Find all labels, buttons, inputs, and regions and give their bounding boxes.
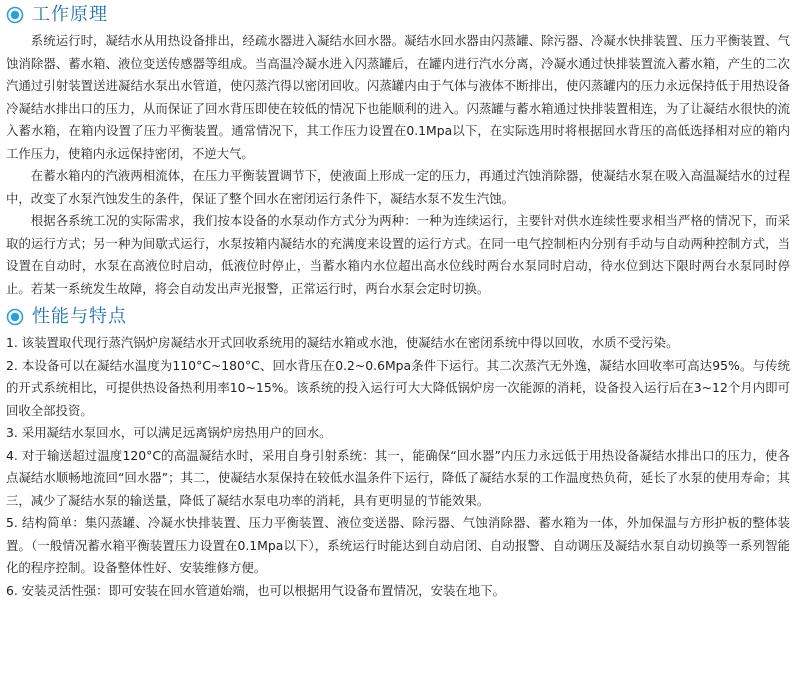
principle-paragraph: 系统运行时，凝结水从用热设备排出，经疏水器进入凝结水回水器。凝结水回水器由闪蒸罐、除污器、冷凝水快排装置、压力平衡装置、气蚀消除器、蓄水箱、液位变送传感器等组成。当高温冷凝水进入闪蒸罐后，在罐内进行汽水分离，冷凝水通过快排装置流入蓄水箱，产生的二次汽通过引射装置送进凝结水泵出水管道，使闪蒸汽得以密闭回收。闪蒸罐内由于气体与液体不断排出，使闪蒸罐内的压力永远保持低于用热设备冷凝结水排出口的压力，从而保证了回水背压即使在较低的情况下也能顺利的进入。闪蒸罐与蓄水箱通过快排装置相连，为了让凝结水很快的流入蓄水箱，在箱内设置了压力平衡装置。通常情况下，其工作压力设置在0.1Mpa以下，在实际选用时将根据回水背压的高低选择相对应的箱内工作压力，使箱内永远保持密闭，不逆大气。 (6, 33, 790, 161)
principle-paragraph: 根据各系统工况的实际需求，我们按本设备的水泵动作方式分为两种：一种为连续运行，主要针对供水连续性要求相当严格的情况下，而采取的运行方式；另一种为间歇式运行，水泵按箱内凝结水的充满度来设置的运行方式。在同一电气控制柜内分别有手动与自动两种控制方式，当设置在自动时，水泵在高液位时启动，低液位时停止，当蓄水箱内水位超出高水位线时两台水泵同时启动，待水位到达下限时两台水泵同时停止。若某一系统发生故障，将会自动发出声光报警，正常运行时，两台水泵会定时切换。 (6, 213, 790, 296)
feature-item: 1. 该装置取代现行蒸汽锅炉房凝结水开式回收系统用的凝结水箱或水池，使凝结水在密闭系统中得以回收，水质不受污染。 (6, 335, 679, 350)
feature-item: 6. 安装灵活性强：即可安装在回水管道始端，也可以根据用气设备布置情况，安装在地下。 (6, 582, 505, 598)
feature-item: 4. 对于输送超过温度120°C的高温凝结水时，采用自身引射系统：其一，能确保“回水器”内压力永远低于用热设备凝结水排出口的压力，使各点凝结水顺畅地流回“回水器”；其二，使凝结水泵保持在较低水温条件下运行，降低了凝结水泵的工作温度热负荷，延长了水泵的使用寿命；其三，减少了凝结水泵的输送量，降低了凝结水泵电功率的消耗，具有更明显的节能效果。 (6, 447, 790, 508)
feature-item: 3. 采用凝结水泵回水，可以满足远离锅炉房热用户的回水。 (6, 425, 332, 440)
section-title: 性能与特点 (32, 306, 127, 327)
section-heading-principle (6, 4, 790, 26)
ring-bullet-icon (6, 6, 24, 24)
feature-item: 2. 本设备可以在凝结水温度为110°C~180°C、回水背压在0.2~0.6Mpa条件下运行。其二次蒸汽无外逸，凝结水回收率可高达95%。与传统的开式系统相比，可提供热设备热利用率10~15%。该系统的投入运行可大大降低锅炉房一次能源的消耗，设备投入运行后在3~12个月内即可回收全部投资。 (6, 357, 790, 418)
principle-paragraph: 在蓄水箱内的汽液两相流体，在压力平衡装置调节下，使液面上形成一定的压力，再通过汽蚀消除器，使凝结水泵在吸入高温凝结水的过程中，改变了水泵汽蚀发生的条件，保证了整个回水在密闭运行条件下，凝结水泵不发生汽蚀。 (6, 168, 790, 206)
section-heading-features (6, 306, 790, 328)
section-title: 工作原理 (32, 4, 108, 25)
feature-item: 5. 结构简单：集闪蒸罐、冷凝水快排装置、压力平衡装置、液位变送器、除污器、气蚀消除器、蓄水箱为一体，外加保温与方形护板的整体装置。（一般情况蓄水箱平衡装置压力设置在0.1Mpa以下），系统运行时能达到自动启闭、自动报警、自动调压及凝结水泵自动切换等一系列智能化的程序控制。设备整体性好、安装维修方便。 (6, 515, 790, 575)
ring-bullet-icon (6, 308, 24, 326)
